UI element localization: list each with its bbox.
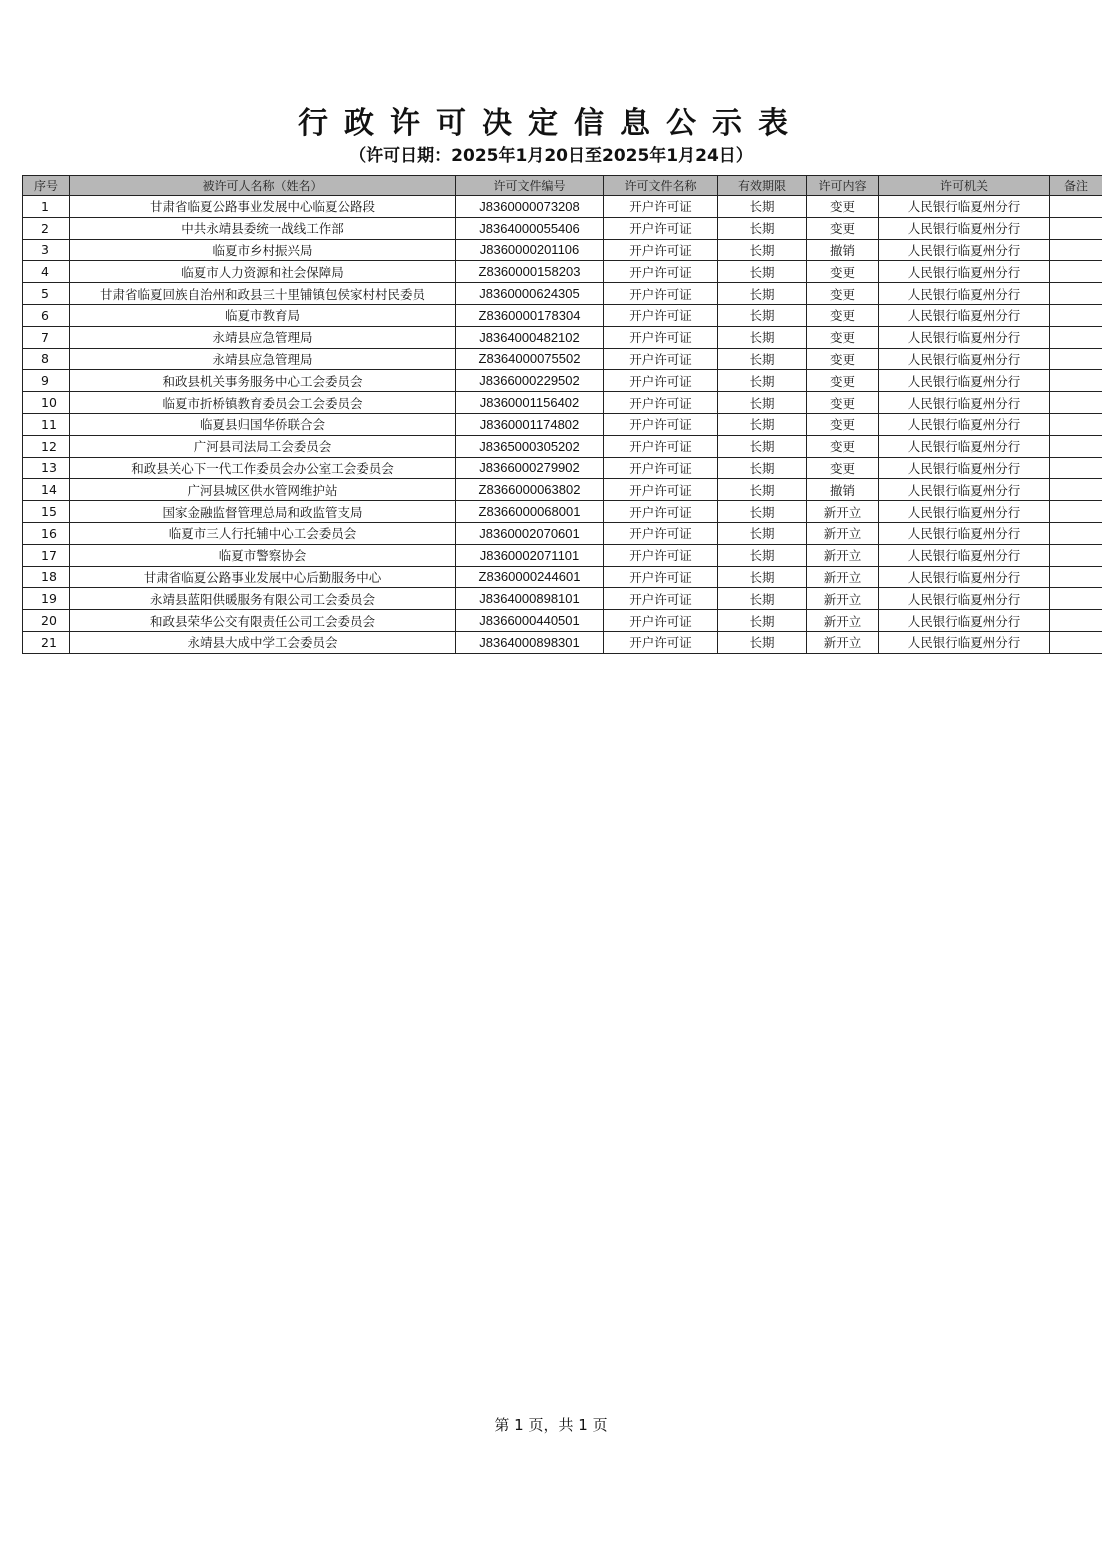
permit-code: J8360002070601 — [456, 522, 604, 544]
remark — [1050, 261, 1102, 283]
licensee-name: 中共永靖县委统一战线工作部 — [70, 217, 456, 239]
permit-authority: 人民银行临夏州分行 — [879, 435, 1050, 457]
validity-term: 长期 — [718, 566, 807, 588]
row-number: 18 — [23, 566, 70, 588]
permit-authority: 人民银行临夏州分行 — [879, 326, 1050, 348]
table-row — [23, 522, 1102, 544]
permit-content: 新开立 — [807, 544, 879, 566]
permit-doc-name: 开户许可证 — [604, 283, 718, 305]
permit-authority: 人民银行临夏州分行 — [879, 217, 1050, 239]
row-number: 6 — [23, 304, 70, 326]
permit-doc-name: 开户许可证 — [604, 522, 718, 544]
licensee-name: 甘肃省临夏公路事业发展中心后勤服务中心 — [70, 566, 456, 588]
permit-content: 新开立 — [807, 522, 879, 544]
licensee-name: 甘肃省临夏回族自治州和政县三十里铺镇包侯家村村民委员 — [70, 283, 456, 305]
table-row — [23, 413, 1102, 435]
permit-authority: 人民银行临夏州分行 — [879, 631, 1050, 653]
permit-code: J8360000073208 — [456, 196, 604, 218]
remark — [1050, 435, 1102, 457]
permit-content: 撤销 — [807, 239, 879, 261]
table-row — [23, 283, 1102, 305]
permit-code: Z8366000068001 — [456, 501, 604, 523]
permit-content: 变更 — [807, 392, 879, 414]
remark — [1050, 392, 1102, 414]
row-number: 15 — [23, 501, 70, 523]
permit-code: J8360002071101 — [456, 544, 604, 566]
remark — [1050, 217, 1102, 239]
header-cell-content: 许可内容 — [807, 176, 879, 196]
row-number: 10 — [23, 392, 70, 414]
header-cell-no: 序号 — [23, 176, 70, 196]
table-body — [23, 196, 1102, 654]
permit-doc-name: 开户许可证 — [604, 217, 718, 239]
permit-authority: 人民银行临夏州分行 — [879, 566, 1050, 588]
permit-code: Z8360000244601 — [456, 566, 604, 588]
licensee-name: 和政县荣华公交有限责任公司工会委员会 — [70, 610, 456, 632]
table-row — [23, 348, 1102, 370]
remark — [1050, 283, 1102, 305]
permit-code: J8364000482102 — [456, 326, 604, 348]
permit-code: J8360000201106 — [456, 239, 604, 261]
row-number: 5 — [23, 283, 70, 305]
permit-doc-name: 开户许可证 — [604, 370, 718, 392]
permit-content: 变更 — [807, 413, 879, 435]
validity-term: 长期 — [718, 457, 807, 479]
remark — [1050, 370, 1102, 392]
permit-doc-name: 开户许可证 — [604, 588, 718, 610]
permit-code: J8365000305202 — [456, 435, 604, 457]
validity-term: 长期 — [718, 283, 807, 305]
permit-authority: 人民银行临夏州分行 — [879, 610, 1050, 632]
table-row — [23, 196, 1102, 218]
permit-code: J8364000898301 — [456, 631, 604, 653]
remark — [1050, 457, 1102, 479]
header-cell-remark: 备注 — [1050, 176, 1102, 196]
row-number: 4 — [23, 261, 70, 283]
table-row — [23, 610, 1102, 632]
permit-code: J8366000279902 — [456, 457, 604, 479]
permit-doc-name: 开户许可证 — [604, 566, 718, 588]
row-number: 1 — [23, 196, 70, 218]
row-number: 3 — [23, 239, 70, 261]
permit-code: Z8364000075502 — [456, 348, 604, 370]
permit-content: 新开立 — [807, 501, 879, 523]
validity-term: 长期 — [718, 435, 807, 457]
permit-authority: 人民银行临夏州分行 — [879, 348, 1050, 370]
permit-content: 变更 — [807, 261, 879, 283]
table-row — [23, 457, 1102, 479]
permit-authority: 人民银行临夏州分行 — [879, 588, 1050, 610]
remark — [1050, 348, 1102, 370]
permit-doc-name: 开户许可证 — [604, 457, 718, 479]
licensee-name: 永靖县蓝阳供暖服务有限公司工会委员会 — [70, 588, 456, 610]
validity-term: 长期 — [718, 370, 807, 392]
licensee-name: 临夏县归国华侨联合会 — [70, 413, 456, 435]
permit-code: J8364000898101 — [456, 588, 604, 610]
licensee-name: 广河县城区供水管网维护站 — [70, 479, 456, 501]
validity-term: 长期 — [718, 304, 807, 326]
licensee-name: 和政县关心下一代工作委员会办公室工会委员会 — [70, 457, 456, 479]
table-row — [23, 588, 1102, 610]
licensee-name: 永靖县应急管理局 — [70, 326, 456, 348]
licensee-name: 临夏市折桥镇教育委员会工会委员会 — [70, 392, 456, 414]
permit-content: 变更 — [807, 217, 879, 239]
remark — [1050, 566, 1102, 588]
header-cell-authority: 许可机关 — [879, 176, 1050, 196]
row-number: 8 — [23, 348, 70, 370]
validity-term: 长期 — [718, 522, 807, 544]
table-row — [23, 370, 1102, 392]
header-row — [23, 176, 1102, 196]
row-number: 13 — [23, 457, 70, 479]
validity-term: 长期 — [718, 239, 807, 261]
permit-content: 变更 — [807, 435, 879, 457]
permit-code: J8360001174802 — [456, 413, 604, 435]
validity-term: 长期 — [718, 413, 807, 435]
validity-term: 长期 — [718, 631, 807, 653]
licensee-name: 广河县司法局工会委员会 — [70, 435, 456, 457]
validity-term: 长期 — [718, 588, 807, 610]
permit-authority: 人民银行临夏州分行 — [879, 522, 1050, 544]
permit-doc-name: 开户许可证 — [604, 479, 718, 501]
header-cell-doc: 许可文件名称 — [604, 176, 718, 196]
validity-term: 长期 — [718, 196, 807, 218]
page-title: 行政许可决定信息公示表 — [298, 106, 804, 141]
permit-content: 变更 — [807, 326, 879, 348]
validity-term: 长期 — [718, 544, 807, 566]
permit-content: 撤销 — [807, 479, 879, 501]
permit-doc-name: 开户许可证 — [604, 326, 718, 348]
permit-code: J8366000440501 — [456, 610, 604, 632]
permit-code: J8366000229502 — [456, 370, 604, 392]
validity-term: 长期 — [718, 501, 807, 523]
permit-content: 新开立 — [807, 566, 879, 588]
permit-content: 变更 — [807, 370, 879, 392]
permit-authority: 人民银行临夏州分行 — [879, 283, 1050, 305]
permit-content: 新开立 — [807, 631, 879, 653]
table-row — [23, 304, 1102, 326]
permit-doc-name: 开户许可证 — [604, 196, 718, 218]
validity-term: 长期 — [718, 479, 807, 501]
permit-content: 变更 — [807, 304, 879, 326]
permit-doc-name: 开户许可证 — [604, 501, 718, 523]
permit-authority: 人民银行临夏州分行 — [879, 304, 1050, 326]
table-row — [23, 435, 1102, 457]
table-row — [23, 239, 1102, 261]
permit-code: Z8366000063802 — [456, 479, 604, 501]
permit-doc-name: 开户许可证 — [604, 544, 718, 566]
validity-term: 长期 — [718, 348, 807, 370]
permit-doc-name: 开户许可证 — [604, 435, 718, 457]
table-header — [23, 176, 1102, 196]
validity-term: 长期 — [718, 392, 807, 414]
table-row — [23, 501, 1102, 523]
permit-authority: 人民银行临夏州分行 — [879, 261, 1050, 283]
validity-term: 长期 — [718, 217, 807, 239]
header-cell-code: 许可文件编号 — [456, 176, 604, 196]
remark — [1050, 304, 1102, 326]
licensee-name: 甘肃省临夏公路事业发展中心临夏公路段 — [70, 196, 456, 218]
permit-doc-name: 开户许可证 — [604, 610, 718, 632]
licensee-name: 临夏市警察协会 — [70, 544, 456, 566]
remark — [1050, 501, 1102, 523]
table-row — [23, 326, 1102, 348]
permit-authority: 人民银行临夏州分行 — [879, 413, 1050, 435]
permit-doc-name: 开户许可证 — [604, 304, 718, 326]
permit-content: 新开立 — [807, 610, 879, 632]
remark — [1050, 544, 1102, 566]
permit-content: 变更 — [807, 348, 879, 370]
permit-content: 变更 — [807, 283, 879, 305]
permit-code: J8364000055406 — [456, 217, 604, 239]
validity-term: 长期 — [718, 326, 807, 348]
permit-code: J8360001156402 — [456, 392, 604, 414]
permit-table — [22, 175, 1102, 654]
validity-term: 长期 — [718, 261, 807, 283]
licensee-name: 临夏市人力资源和社会保障局 — [70, 261, 456, 283]
row-number: 2 — [23, 217, 70, 239]
licensee-name: 临夏市三人行托辅中心工会委员会 — [70, 522, 456, 544]
permit-content: 变更 — [807, 457, 879, 479]
remark — [1050, 522, 1102, 544]
remark — [1050, 631, 1102, 653]
table-row — [23, 217, 1102, 239]
permit-authority: 人民银行临夏州分行 — [879, 196, 1050, 218]
page-subtitle: （许可日期：2025年1月20日至2025年1月24日） — [349, 146, 753, 166]
permit-content: 新开立 — [807, 588, 879, 610]
row-number: 20 — [23, 610, 70, 632]
row-number: 17 — [23, 544, 70, 566]
permit-doc-name: 开户许可证 — [604, 413, 718, 435]
permit-code: J8360000624305 — [456, 283, 604, 305]
row-number: 21 — [23, 631, 70, 653]
validity-term: 长期 — [718, 610, 807, 632]
permit-doc-name: 开户许可证 — [604, 392, 718, 414]
licensee-name: 和政县机关事务服务中心工会委员会 — [70, 370, 456, 392]
row-number: 7 — [23, 326, 70, 348]
licensee-name: 临夏市乡村振兴局 — [70, 239, 456, 261]
permit-authority: 人民银行临夏州分行 — [879, 544, 1050, 566]
licensee-name: 临夏市教育局 — [70, 304, 456, 326]
row-number: 11 — [23, 413, 70, 435]
permit-authority: 人民银行临夏州分行 — [879, 239, 1050, 261]
remark — [1050, 196, 1102, 218]
remark — [1050, 239, 1102, 261]
permit-authority: 人民银行临夏州分行 — [879, 479, 1050, 501]
remark — [1050, 479, 1102, 501]
row-number: 19 — [23, 588, 70, 610]
permit-doc-name: 开户许可证 — [604, 239, 718, 261]
permit-doc-name: 开户许可证 — [604, 631, 718, 653]
permit-doc-name: 开户许可证 — [604, 261, 718, 283]
table-row — [23, 631, 1102, 653]
permit-content: 变更 — [807, 196, 879, 218]
row-number: 16 — [23, 522, 70, 544]
row-number: 9 — [23, 370, 70, 392]
remark — [1050, 326, 1102, 348]
permit-code: Z8360000158203 — [456, 261, 604, 283]
page-footer: 第 1 页，共 1 页 — [494, 1416, 608, 1434]
table-row — [23, 479, 1102, 501]
table-row — [23, 566, 1102, 588]
table-row — [23, 261, 1102, 283]
permit-authority: 人民银行临夏州分行 — [879, 501, 1050, 523]
permit-authority: 人民银行临夏州分行 — [879, 392, 1050, 414]
remark — [1050, 588, 1102, 610]
table-row — [23, 544, 1102, 566]
table-row — [23, 392, 1102, 414]
row-number: 12 — [23, 435, 70, 457]
permit-authority: 人民银行临夏州分行 — [879, 370, 1050, 392]
licensee-name: 国家金融监督管理总局和政监管支局 — [70, 501, 456, 523]
remark — [1050, 413, 1102, 435]
permit-doc-name: 开户许可证 — [604, 348, 718, 370]
permit-authority: 人民银行临夏州分行 — [879, 457, 1050, 479]
remark — [1050, 610, 1102, 632]
row-number: 14 — [23, 479, 70, 501]
header-cell-name: 被许可人名称（姓名） — [70, 176, 456, 196]
permit-code: Z8360000178304 — [456, 304, 604, 326]
licensee-name: 永靖县应急管理局 — [70, 348, 456, 370]
licensee-name: 永靖县大成中学工会委员会 — [70, 631, 456, 653]
header-cell-term: 有效期限 — [718, 176, 807, 196]
